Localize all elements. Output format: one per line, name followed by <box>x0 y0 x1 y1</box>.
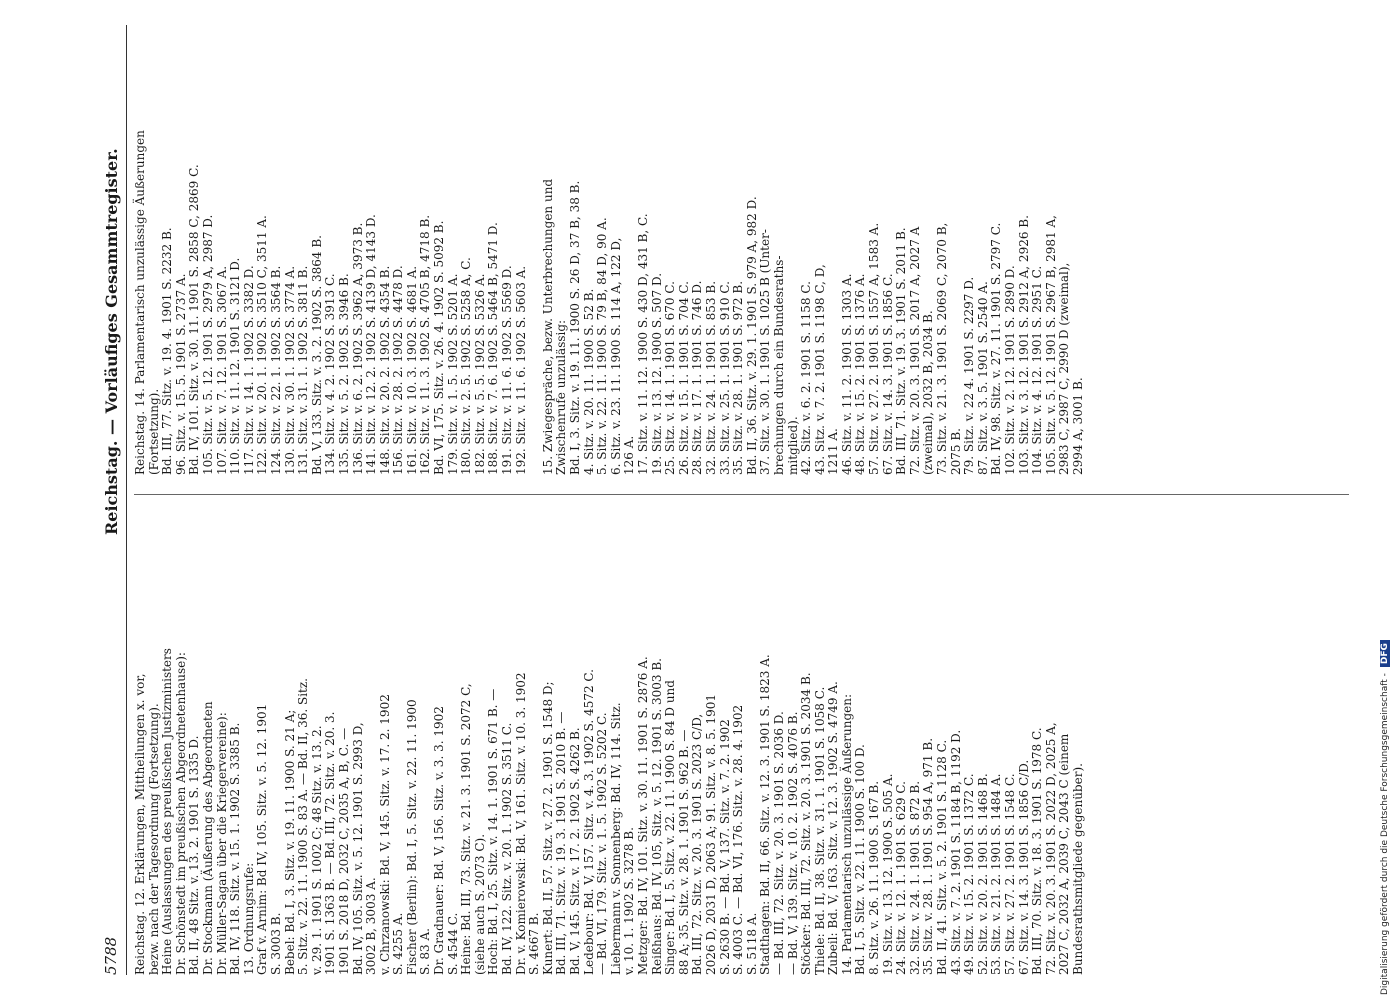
index-line: 162. Sitz. v. 11. 3. 1902 S. 4705 B, 4718 B. <box>418 214 433 475</box>
index-line: S. 83 A. <box>418 928 433 975</box>
index-line: 105. Sitz. v. 5. 12. 1901 S. 2979 A, 2987 D. <box>200 214 215 475</box>
index-line: 35. Sitz. v. 28. 1. 1901 S. 954 A, 971 B. <box>921 737 936 975</box>
index-line: Thiele: Bd. II, 38. Sitz. v. 31. 1. 1901 S. 1058 C. <box>812 686 827 975</box>
index-line: S. 4544 C. <box>445 912 460 975</box>
index-line: Bundesrathsmitgliede gegenüber). <box>1070 763 1085 975</box>
index-line: Reißhaus: Bd. IV, 105, Sitz. v. 5. 12. 1901 S. 3003 B. <box>649 658 664 975</box>
index-line: Bd. III, 77. Sitz. v. 19. 4. 1901 S. 2232 B. <box>160 227 175 475</box>
index-line: 102. Sitz. v. 2. 12. 1901 S. 2890 D. <box>1003 265 1017 475</box>
index-line: 28. Sitz. v. 17. 1. 1901 S. 746 D. <box>690 280 705 475</box>
index-line: S. 2630 B. — Bd. V, 137. Sitz. v. 7. 2. 1902 <box>717 719 732 975</box>
index-line: 136. Sitz. v. 6. 2. 1902 S. 3962 A, 3973 B. <box>350 222 365 475</box>
index-line: S. 3003 B. <box>268 912 283 975</box>
index-line: 15. Zwiegespräche, bezw. Unterbrechungen und <box>540 178 555 475</box>
index-line: Bd. IV, 105. Sitz. v. 5. 12. 1901 S. 2993 D, <box>350 722 365 975</box>
index-line: Bd. I, 5. Sitz. v. 22. 11. 1900 S. 100 D. <box>853 744 868 975</box>
index-line: 96. Sitz. v. 15. 5. 1901 S. 2737 A. <box>173 273 188 475</box>
index-line: Dr. Schönstedt im preußischen Abgeordnetenhause): <box>173 652 188 975</box>
index-line: Dr. Stockmann (Äußerung des Abgeordneten <box>200 701 215 975</box>
index-line: 43. Sitz. v. 7. 2. 1901 S. 1184 B, 1192 D. <box>948 729 963 975</box>
index-line: 130. Sitz. v. 30. 1. 1902 S. 3774 A. <box>282 265 297 475</box>
index-line: Bd. III, 71. Sitz. v. 19. 3. 1901 S. 2011 B. <box>894 227 909 475</box>
index-line: Bd. IV, 118. Sitz. v. 15. 1. 1902 S. 3385 B. <box>228 722 243 975</box>
index-line: 131. Sitz. v. 31. 1. 1902 S. 3811 B. <box>296 265 311 475</box>
index-line: 32. Sitz. v. 24. 1. 1901 S. 872 B. <box>907 780 922 975</box>
index-line: (zweimal), 2032 B, 2034 B. <box>921 310 936 475</box>
index-line: Bd. IV, 98. Sitz. v. 27. 11. 1901 S. 2797 C. <box>989 222 1004 475</box>
index-line: Kunert: Bd. II, 57. Sitz. v. 27. 2. 1901 S. 1548 D; <box>540 681 555 975</box>
index-line: 13. Ordnungsrufe: <box>241 862 256 975</box>
index-line: 2983 C, 2987 C, 2990 D (zweimal), <box>1057 262 1072 475</box>
index-line: 188. Sitz. v. 7. 6. 1902 S. 5464 B, 5471 D. <box>486 222 501 475</box>
index-line: 192. Sitz. v. 11. 6. 1902 S. 5603 A. <box>513 265 528 475</box>
index-line: Graf v. Arnim: Bd IV, 105. Sitz. v. 5. 12. 1901 <box>255 703 270 975</box>
index-line: 26. Sitz. v. 15. 1. 1901 S. 704 C. <box>676 281 691 475</box>
index-line: Bd. IV, 122. Sitz. v. 20. 1. 1902 S. 3511 C. <box>500 722 515 975</box>
page-number: 5788 <box>102 936 120 975</box>
index-line: Zubeil: Bd. V, 163. Sitz. v. 12. 3. 1902 S. 4749 A. <box>826 681 841 975</box>
index-line: Bd. III, 72. Sitz. v. 20. 3. 1901 S. 2023 C/D, <box>690 713 705 975</box>
index-line: 57. Sitz. v. 27. 2. 1901 S. 1557 A, 1583 A. <box>867 222 882 475</box>
index-line: 33. Sitz. v. 25. 1. 1901 S. 910 C. <box>717 281 732 475</box>
index-line: 8. Sitz. v. 26. 11. 1900 S. 167 B. <box>867 780 882 975</box>
index-line: 72. Sitz. v. 20. 3. 1901 S. 2022 D, 2025 A, <box>1043 722 1058 975</box>
index-line: v. 10. 1. 1902 S. 3278 B. <box>622 827 637 975</box>
digitization-note <box>1380 5 1394 995</box>
index-line: 37. Sitz. v. 30. 1. 1901 S. 1025 B (Unter- <box>758 229 773 475</box>
index-line: — Bd. III, 72. Sitz. v. 20. 3. 1901 S. 2036 D. <box>771 711 786 975</box>
index-line: Stöcker: Bd. III, 72. Sitz. v. 20. 3. 1901 S. 2034 B. <box>799 672 814 975</box>
index-line: 73. Sitz. v. 21. 3. 1901 S. 2069 C, 2070 B, <box>935 222 950 475</box>
index-line: Zwischenrufe unzulässig: <box>554 319 569 475</box>
index-line: Bd. III, 70. Sitz. v. 18. 3. 1901 S. 1978 C. <box>1030 727 1045 975</box>
index-line: 4. Sitz. v. 20. 11. 1900 S. 52 B. <box>581 288 596 475</box>
index-line: 2027 C, 2032 A, 2039 C, 2043 C (einem <box>1057 733 1072 975</box>
index-line: Heine: Bd. III, 73. Sitz. v. 21. 3. 1901 S. 2072 C, <box>459 683 474 975</box>
index-line: 46. Sitz. v. 11. 2. 1901 S. 1303 A. <box>839 273 854 475</box>
index-line: mitglied). <box>785 416 800 475</box>
index-line: 67. Sitz. v. 14. 3. 1901 S. 1856 C. <box>880 273 895 475</box>
index-line: 126 A. <box>622 435 637 475</box>
index-line: 180. Sitz. v. 2. 5. 1902 S. 5258 A, C. <box>459 257 474 475</box>
index-line: 191. Sitz. v. 11. 6. 1902 S. 5569 D. <box>500 265 515 475</box>
index-line: Bd. V, 133. Sitz. v. 3. 2. 1902 S. 3864 B. <box>309 235 324 475</box>
index-line <box>528 25 542 475</box>
index-line: 43. Sitz. v. 7. 2. 1901 S. 1198 C, D, <box>812 264 827 475</box>
index-line: Bd. I, 3. Sitz. v. 19. 11. 1900 S. 26 D, 37 B, 38 B. <box>568 180 582 475</box>
index-line: 182. Sitz. v. 5. 5. 1902 S. 5326 A. <box>472 273 487 475</box>
index-line: 87. Sitz. v. 3. 5. 1901 S. 2540 A. <box>975 281 990 475</box>
index-line: Reichstag. 12. Erklärungen, Mittheilungen x. vor, <box>133 673 147 975</box>
index-line: 53. Sitz. v. 21. 2. 1901 S. 1484 A. <box>989 773 1004 975</box>
index-line: 2994 A, 3001 B. <box>1070 377 1085 475</box>
index-line: 1901 S. 2018 D, 2032 C, 2035 A, B, C. — <box>336 727 351 975</box>
index-line: 2075 B. <box>948 428 963 475</box>
index-line: 124. Sitz. v. 22. 1. 1902 S. 3564 B. <box>268 265 283 475</box>
index-line: 134. Sitz. v. 4. 2. 1902 S. 3913 C. <box>323 273 338 475</box>
index-line: — Bd. VI, 179. Sitz. v. 1. 5. 1902 S. 5202 C. <box>595 712 610 975</box>
index-line: 3002 B, 3003 A. <box>364 877 379 975</box>
index-line: 110. Sitz. v. 11. 12. 1901 S. 3121 D. <box>228 257 243 475</box>
index-line: S. 4667 B. <box>527 912 542 975</box>
index-line: 48. Sitz. v. 15. 2. 1901 S. 1376 A. <box>853 273 868 475</box>
index-line: 5. Sitz. v. 22. 11. 1900 S. 83 A. — Bd. II, 36. Sitz. <box>296 678 311 975</box>
index-line: 42. Sitz. v. 6. 2. 1901 S. 1158 C. <box>799 281 814 475</box>
index-line: 161. Sitz. v. 10. 3. 1902 S. 4681 A. <box>404 265 419 475</box>
index-line: brechungen durch ein Bundesraths- <box>771 255 786 475</box>
index-line: 148. Sitz. v. 20. 2. 1902 S. 4354 B. <box>377 265 392 475</box>
index-line: 57. Sitz. v. 27. 2. 1901 S. 1548 C. <box>1003 773 1017 975</box>
index-line: 135. Sitz. v. 5. 2. 1902 S. 3946 B. <box>336 273 351 475</box>
index-line: 103. Sitz. v. 3. 12. 1901 S. 2912 A, 2926 B. <box>1016 215 1031 475</box>
index-line: Stadthagen: Bd. II, 66. Sitz. v. 12. 3. 1901 S. 1823 A. <box>758 654 773 975</box>
right-column <box>134 25 1086 475</box>
index-line: (siehe auch S. 2073 C). <box>472 833 487 975</box>
index-line: v. Chrzanowski: Bd. V, 145. Sitz. v. 17. 2. 1902 <box>377 694 392 975</box>
index-line: 179. Sitz. v. 1. 5. 1902 S. 5201 A. <box>445 273 460 475</box>
index-line: 2026 D, 2031 D, 2063 A; 91. Sitz. v. 8. 5. 1901 <box>703 693 718 975</box>
index-line: Bebel: Bd. I, 3. Sitz. v. 19. 11. 1900 S. 21 A; <box>282 709 297 975</box>
index-line: Metzger: Bd. IV, 101. Sitz. v. 30. 11. 1901 S. 2876 A. <box>635 656 650 975</box>
column-divider <box>134 494 1349 495</box>
index-line: S. 4255 A. <box>391 912 406 975</box>
index-line: Bd. V, 145. Sitz. v. 17. 2. 1902 S. 4262 B. <box>568 727 582 975</box>
index-line: 107. Sitz. v. 7. 12. 1901 S. 3067 A. <box>214 265 229 475</box>
running-title: Reichstag. — Vorläufiges Gesammtregister. <box>102 148 121 535</box>
index-line: Fischer (Berlin): Bd. I, 5. Sitz. v. 22. 11. 1900 <box>404 699 419 975</box>
index-line: S. 5118 A. <box>744 912 759 975</box>
index-line: Hoch: Bd. I, 25. Sitz. v. 14. 1. 1901 S. 671 B. — <box>486 688 501 975</box>
index-line: 52. Sitz. v. 20. 2. 1901 S. 1468 B. <box>975 773 990 975</box>
page-header <box>96 25 132 975</box>
index-line: v. 29. 1. 1901 S. 1002 C; 48 Sitz. v. 13. 2. <box>309 725 324 975</box>
index-line: 14. Parlamentarisch unzulässige Äußerungen: <box>839 693 854 975</box>
digitization-note-text: Digitalisierung gefördert durch die Deutsche Forschungsgemeinschaft - <box>1380 673 1390 995</box>
index-line: 156. Sitz. v. 28. 2. 1902 S. 4478 D. <box>391 265 406 475</box>
index-line: 67. Sitz. v. 14. 3. 1901 S. 1856 C/D. <box>1016 759 1031 975</box>
index-line: Dr. Müller-Sagan über die Kriegervereine): <box>214 712 229 975</box>
index-line: Dr. Gradnauer: Bd. V, 156. Sitz. v. 3. 3. 1902 <box>432 706 447 975</box>
index-line: Liebermann v. Sonnenberg: Bd. IV, 114. Sitz. <box>608 702 623 975</box>
index-line: 35. Sitz. v. 28. 1. 1901 S. 972 B. <box>731 280 746 475</box>
index-line: 19. Sitz. v. 13. 12. 1900 S. 505 A. <box>880 773 895 975</box>
index-line: Bd. II, 48 Sitz. v. 13. 2. 1901 S. 1335 D. <box>187 735 202 975</box>
index-line: Ledebour: Bd. V, 157. Sitz. v. 4. 3. 1902 S. 4572 C. <box>581 669 596 975</box>
rotated-page-content <box>96 25 1358 975</box>
dfg-logo: DFG <box>1380 640 1390 667</box>
index-line: 1211 A. <box>826 428 841 475</box>
left-column <box>134 525 1086 975</box>
index-line: 6. Sitz. v. 23. 11. 1900 S. 114 A, 122 D, <box>608 237 623 475</box>
index-line: Bd. VI, 175. Sitz. v. 26. 4. 1902 S. 5092 B. <box>432 220 447 475</box>
index-line: 49. Sitz. v. 15. 2. 1901 S. 1372 C. <box>962 773 977 975</box>
index-line: S. 4003 C. — Bd. VI, 176. Sitz. v. 28. 4. 1902 <box>731 704 746 975</box>
index-line: 32. Sitz. v. 24. 1. 1901 S. 853 B. <box>703 280 718 475</box>
index-line: Bd. IV, 101. Sitz. v. 30. 11. 1901 S. 2858 C, 2869 C. <box>187 164 202 475</box>
index-line: 105. Sitz. v. 5. 12. 1901 S. 2967 B, 2981 A, <box>1043 215 1058 475</box>
index-line: 19. Sitz. v. 13. 12. 1900 S. 507 D. <box>649 272 664 475</box>
index-line: 79. Sitz. v. 22 4. 1901 S. 2297 D. <box>962 276 977 475</box>
index-line: Bd. III, 71. Sitz. v. 19. 3. 1901 S. 2010 B. — <box>554 711 569 975</box>
index-line: 25. Sitz. v. 14. 1. 1901 S. 670 C. <box>663 281 678 475</box>
index-line: 104. Sitz. v. 4. 12. 1901 S. 2951 C. <box>1030 265 1045 475</box>
index-line: Dr. v. Komierowski: Bd. V, 161. Sitz. v. 10. 3. 1902 <box>513 672 528 975</box>
index-line: — Bd. V, 139. Sitz. v. 10. 2. 1902 S. 4076 B. <box>785 711 800 975</box>
index-line: Singer: Bd. I, 5. Sitz. v. 22. 11. 1900 S. 84 D und <box>663 680 678 975</box>
index-line: Reichstag. 14. Parlamentarisch unzulässige Äußerungen <box>133 130 147 475</box>
index-line: Heine (Auslassungen des preußischen Justizministers <box>160 648 175 975</box>
index-line: bezw. nach der Tagesordnung (Fortsetzung). <box>146 703 161 975</box>
index-line: Bd. II, 41. Sitz. v. 5. 2. 1901 S. 1128 C. <box>935 739 950 975</box>
index-line: 122. Sitz. v. 20. 1. 1902 S. 3510 C, 3511 A. <box>255 215 270 475</box>
index-line: 141. Sitz. v. 12. 2. 1902 S. 4139 D, 4143 D. <box>364 214 379 475</box>
index-line: 117. Sitz. v. 14. 1. 1902 S. 3382 D. <box>241 265 256 475</box>
index-line: (Fortsetzung). <box>146 388 161 475</box>
index-line: Bd. II, 36. Sitz. v. 29. 1. 1901 S. 979 A, 982 D. <box>744 196 759 475</box>
index-line: 1901 S. 1363 B. — Bd. III, 72. Sitz. v. 20. 3. <box>323 711 338 975</box>
index-line: 88 A; 35. Sitz. v. 28. 1. 1901 S. 962 B. — <box>676 729 691 975</box>
index-line: 72. Sitz. v. 20. 3. 1901 S. 2017 A, 2027 A <box>907 226 922 475</box>
index-line: 5. Sitz. v. 22. 11. 1900 S. 79 B, 84 D, 90 A. <box>595 217 610 475</box>
header-rule <box>126 25 127 975</box>
index-line: 17. Sitz. v. 11. 12. 1900 S. 430 D, 431 B, C. <box>635 213 650 475</box>
index-line: 24. Sitz. v. 12. 1. 1901 S. 629 C. <box>894 781 909 975</box>
